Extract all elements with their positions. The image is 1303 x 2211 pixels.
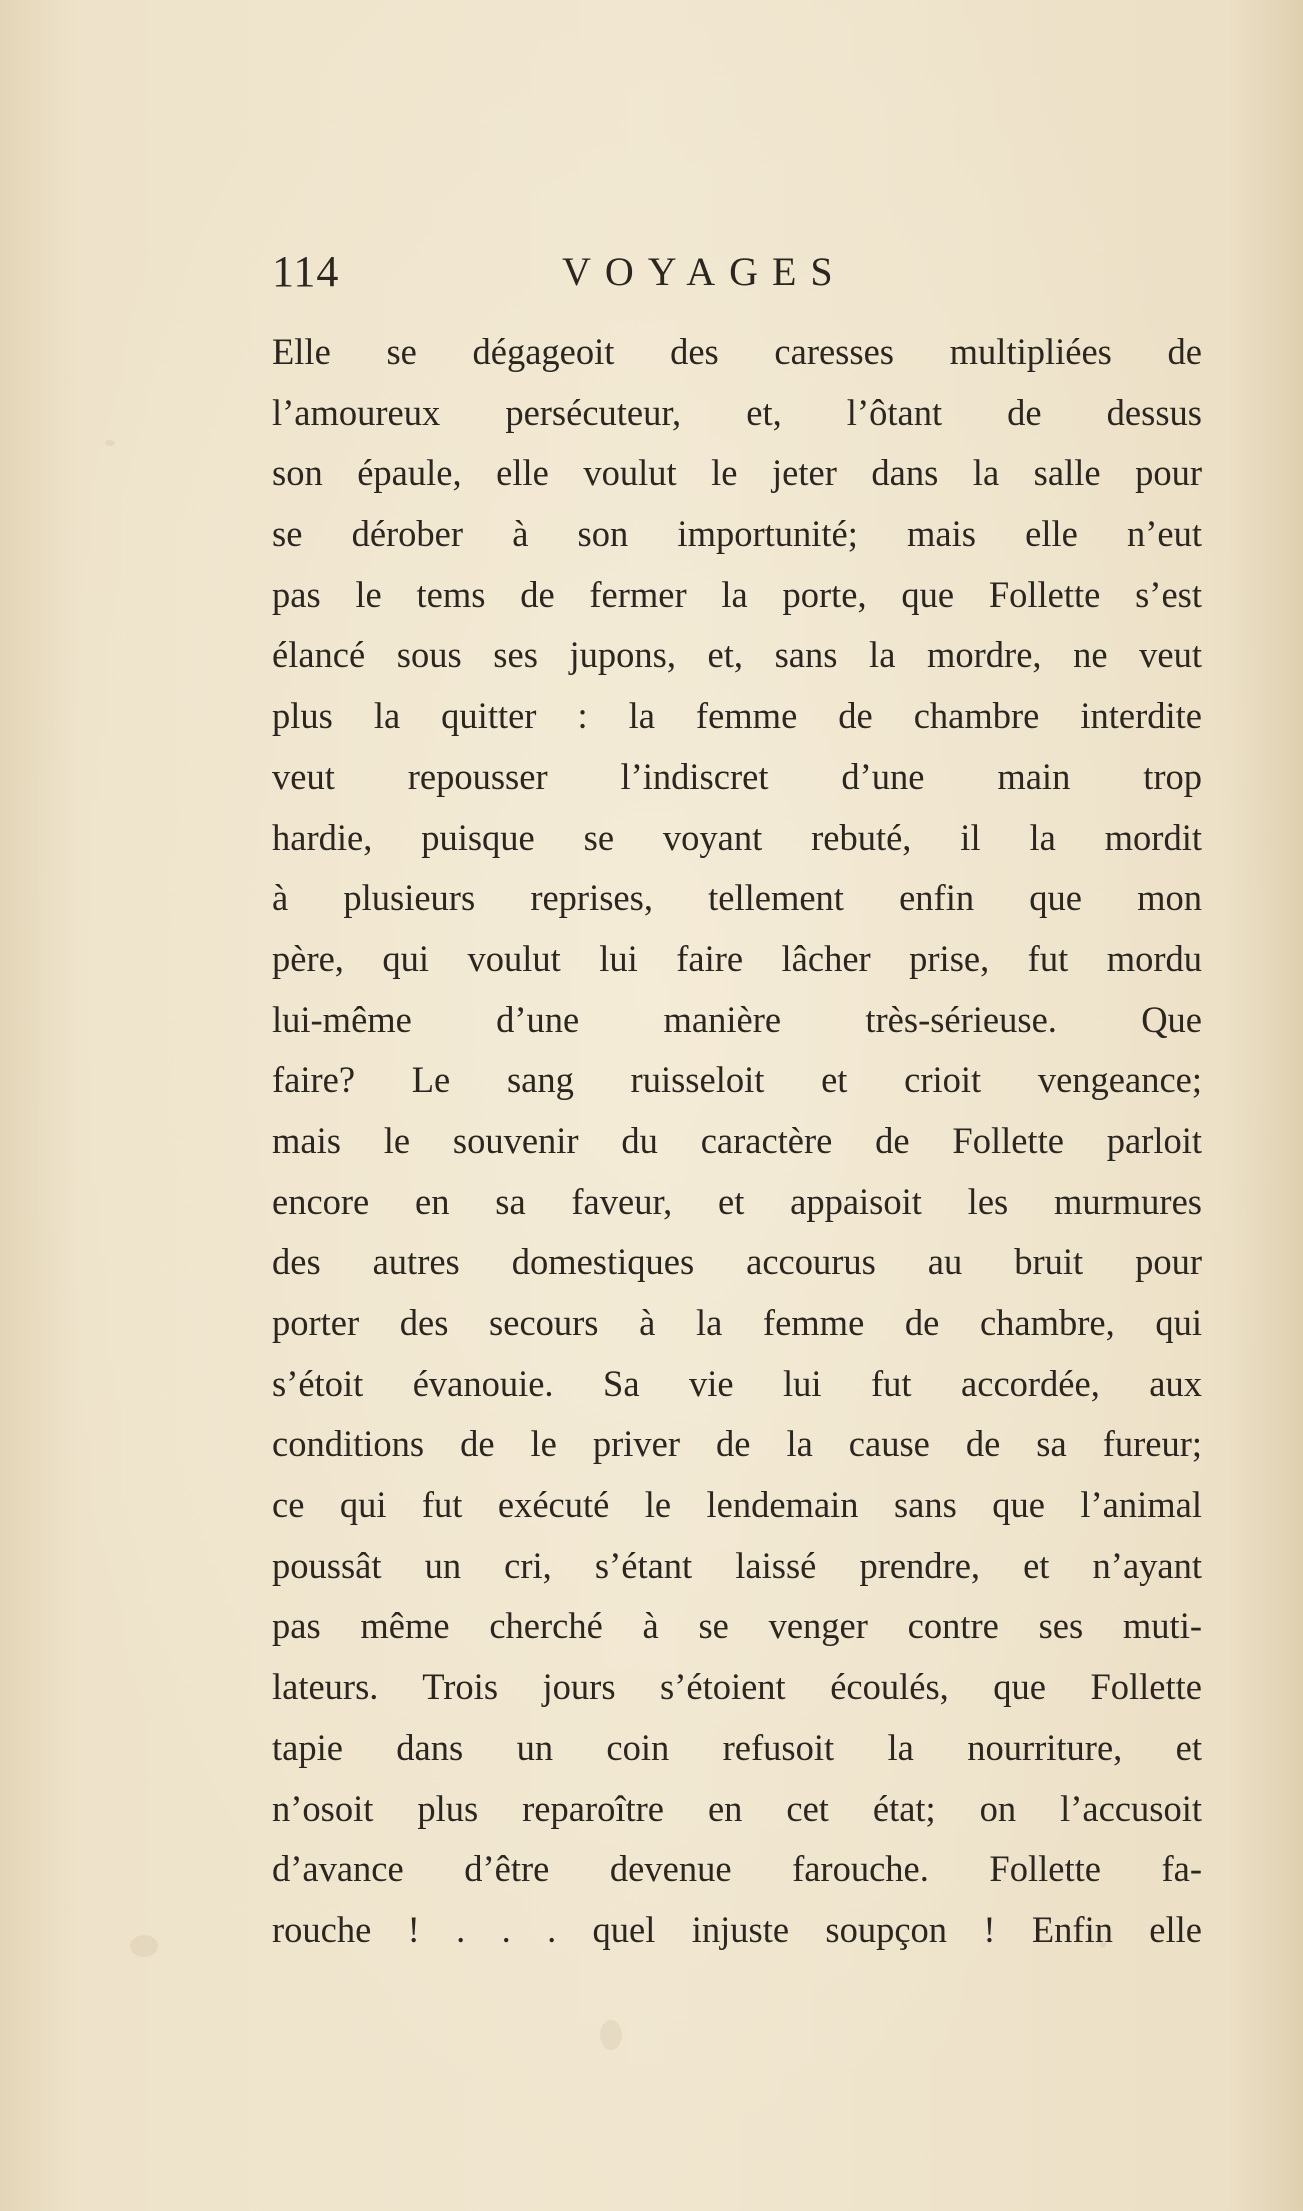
text-line: l’amoureux persécuteur, et, l’ôtant de dessus: [272, 391, 1202, 433]
text-line: conditions de le priver de la cause de sa fureur;: [272, 1423, 1202, 1465]
page-header: [272, 246, 1212, 306]
text-line: poussât un cri, s’étant laissé prendre, et n’ayant: [272, 1544, 1202, 1586]
text-line: ce qui fut exécuté le lendemain sans que l’animal: [272, 1484, 1202, 1526]
text-line: Elle se dégageoit des caresses multipliées de: [272, 331, 1202, 372]
text-line: père, qui voulut lui faire lâcher prise, fut mordu: [272, 937, 1202, 979]
text-line: tapie dans un coin refusoit la nourriture, et: [272, 1726, 1202, 1768]
paper-stain: [130, 1935, 158, 1957]
text-line: rouche ! . . . quel injuste soupçon ! Enfin elle: [272, 1908, 1202, 1950]
text-line: des autres domestiques accourus au bruit pour: [272, 1241, 1202, 1283]
text-line: mais le souvenir du caractère de Follette parloit: [272, 1119, 1202, 1161]
text-line: lui-même d’une manière très-sérieuse. Que: [272, 998, 1202, 1040]
text-line: pas le tems de fermer la porte, que Follette s’est: [272, 573, 1202, 615]
text-line: encore en sa faveur, et appaisoit les murmures: [272, 1180, 1202, 1222]
body-text: [272, 322, 1202, 1961]
text-line: s’étoit évanouie. Sa vie lui fut accordée, aux: [272, 1362, 1202, 1404]
text-line: n’osoit plus reparoître en cet état; on l’accusoit: [272, 1787, 1202, 1829]
text-line: son épaule, elle voulut le jeter dans la salle pour: [272, 452, 1202, 494]
text-line: lateurs. Trois jours s’étoient écoulés, que Follette: [272, 1666, 1202, 1708]
text-line: hardie, puisque se voyant rebuté, il la mordit: [272, 816, 1202, 858]
text-line: se dérober à son importunité; mais elle n’eut: [272, 513, 1202, 555]
text-line: élancé sous ses jupons, et, sans la mordre, ne veut: [272, 634, 1202, 676]
text-line: d’avance d’être devenue farouche. Follette fa-: [272, 1848, 1202, 1890]
paper-stain: [600, 2020, 622, 2050]
text-line: pas même cherché à se venger contre ses muti-: [272, 1605, 1202, 1647]
text-line: faire? Le sang ruisseloit et crioit vengeance;: [272, 1059, 1202, 1101]
running-head: VOYAGES: [562, 249, 847, 294]
text-line: veut repousser l’indiscret d’une main trop: [272, 755, 1202, 797]
text-line: à plusieurs reprises, tellement enfin que mon: [272, 877, 1202, 919]
text-line: plus la quitter : la femme de chambre interdite: [272, 695, 1202, 737]
text-line: porter des secours à la femme de chambre, qui: [272, 1302, 1202, 1343]
paper-stain: [105, 440, 115, 446]
page-number: 114: [272, 247, 340, 296]
